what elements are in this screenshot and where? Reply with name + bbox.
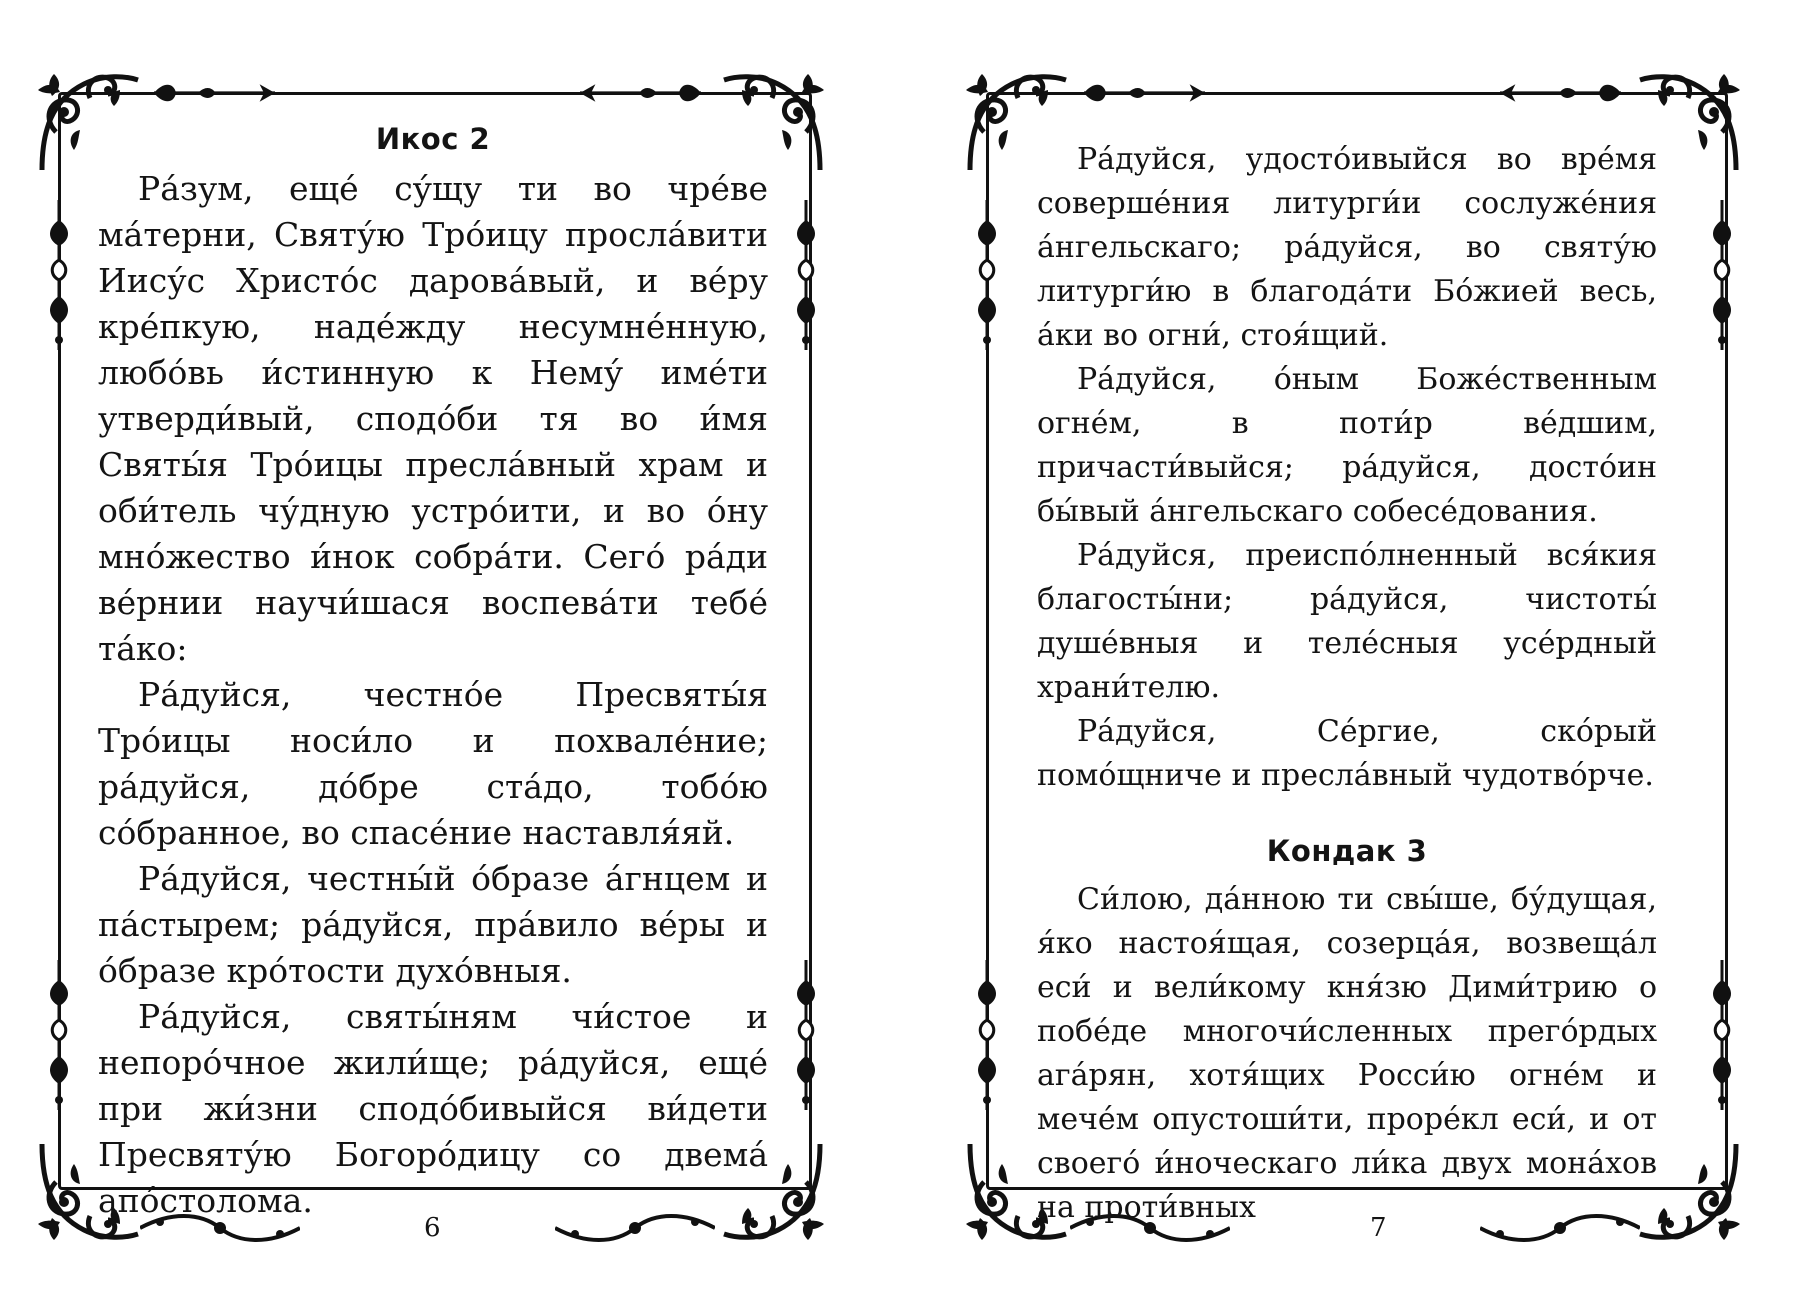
side-scroll-icon: [973, 960, 1001, 1110]
arrow-ornament-icon: [150, 82, 290, 104]
paragraph: Ра́дуйся, Се́ргие, ско́рый помо́щниче и пресла́вный чудотво́рче.: [1037, 714, 1657, 793]
arrow-ornament-icon: [565, 82, 705, 104]
page-number: 6: [424, 1213, 441, 1243]
paragraph: Ра́зум, еще́ су́щу ти во чре́ве ма́терни, Святу́ю Тро́ицу просла́вити Иису́с Христо́с дарова́вый, и ве́ру кре́пкую, наде́жду несумне́нную, любо́вь и́стинную к Нему́ име́ти утверди́вый, сподо́би тя во и́мя Святы́я Тро́ицы пресла́вный храм и оби́тель чу́дную устро́ити, и во о́ну мно́жество и́нок собра́ти. Сего́ ра́ди ве́рнии научи́шася воспева́ти тебе́ та́ко:: [98, 169, 768, 668]
paragraph: Ра́дуйся, честны́й о́бразе а́гнцем и па́стырем; ра́дуйся, пра́вило ве́ры и о́бразе кро́тости духо́вныя.: [98, 859, 768, 990]
paragraph: Ра́дуйся, о́ным Боже́ственным огне́м, в поти́р ве́дшим, причасти́выйся; ра́дуйся, досто́ин бы́вый а́нгельскаго собесе́дования.: [1037, 362, 1657, 529]
right-page: [940, 0, 1795, 1295]
paragraph: Ра́дуйся, удосто́ивыйся во вре́мя соверше́ния литурги́и сослуже́ния а́нгельскаго; ра́дуйся, во святу́ю литурги́ю в благода́ти Бо́жией весь, а́ки во огни́, стоя́щий.: [1037, 142, 1657, 353]
side-scroll-icon: [1708, 960, 1736, 1110]
page-number: 7: [1370, 1213, 1387, 1243]
side-scroll-icon: [45, 960, 73, 1110]
side-scroll-icon: [792, 200, 820, 350]
section-heading-ikos-2: Икос 2: [375, 122, 491, 156]
paragraph: Си́лою, да́нною ти свы́ше, бу́дущая, я́ко настоя́щая, созерца́я, возвеща́л еси́ и вели́кому кня́зю Дими́трию о побе́де многочи́сленных прего́рдых ага́рян, хотя́щих Росси́ю огне́м и мече́м опустоши́ти, проре́кл еси́, и от своего́ и́ноческаго ли́ка двух мона́хов на проти́вных: [1037, 882, 1657, 1225]
side-scroll-icon: [1708, 200, 1736, 350]
paragraph: Ра́дуйся, честно́е Пресвяты́я Тро́ицы носи́ло и похвале́ние; ра́дуйся, до́бре ста́до, тобо́ю со́бранное, во спасе́ние наставля́яй.: [98, 675, 768, 852]
section-heading-kondak-3: Кондак 3: [1266, 834, 1428, 868]
right-page-text: [1037, 138, 1657, 1230]
side-scroll-icon: [792, 960, 820, 1110]
arrow-ornament-icon: [1485, 82, 1625, 104]
side-scroll-icon: [45, 200, 73, 350]
left-page-text: [98, 122, 768, 1224]
side-scroll-icon: [973, 200, 1001, 350]
paragraph: Ра́дуйся, преиспо́лненный вся́кия благосты́ни; ра́дуйся, чистоты́ душе́вныя и теле́сныя усе́рдный храни́телю.: [1037, 538, 1657, 705]
paragraph: Ра́дуйся, святы́ням чи́стое и непоро́чное жили́ще; ра́дуйся, еще́ при жи́зни сподо́бивыйся ви́дети Пресвяту́ю Богоро́дицу со двема́ апо́столома.: [98, 997, 768, 1220]
left-page: [0, 0, 880, 1295]
arrow-ornament-icon: [1080, 82, 1220, 104]
